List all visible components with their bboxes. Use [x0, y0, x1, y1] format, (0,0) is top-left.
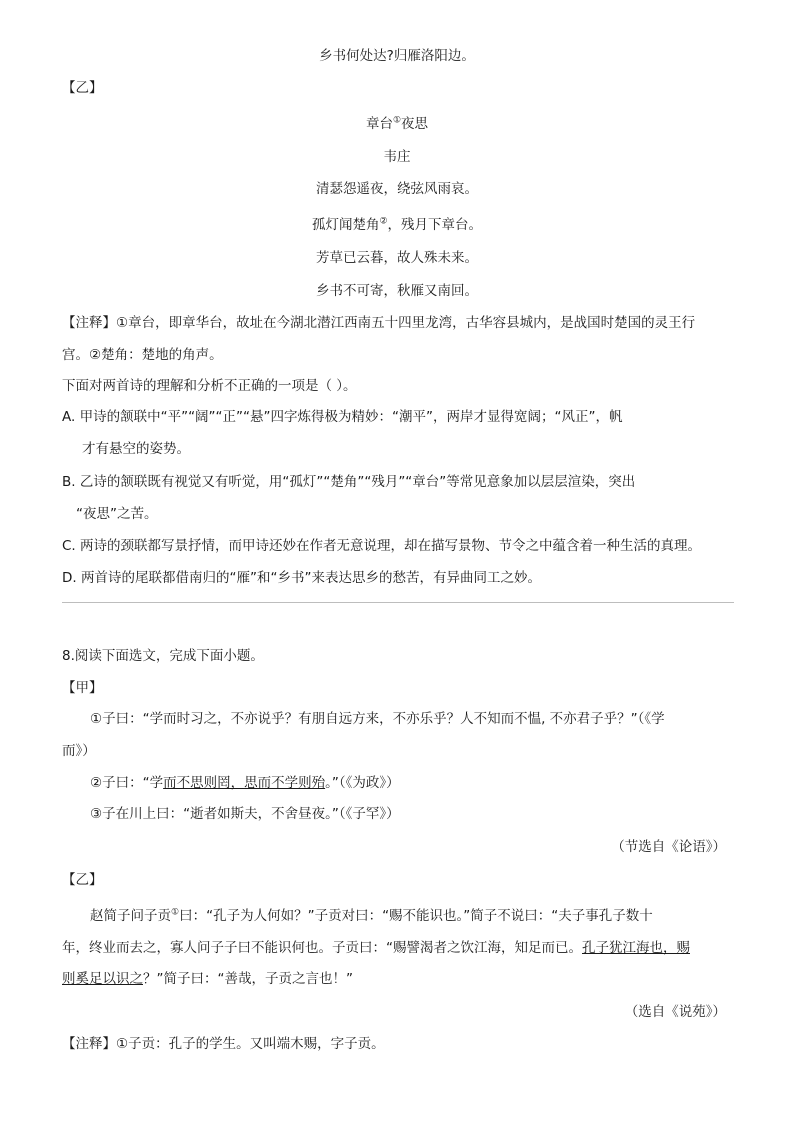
poem-b-title-part2: 夜思: [401, 116, 429, 132]
analects-quote2-prefix: ②子曰：“学: [90, 775, 164, 791]
footnote-marker: ①: [171, 907, 180, 918]
analects-quote1-line2: 而》）: [62, 743, 96, 759]
option-a-line1: A. 甲诗的颔联中“平”“阔”“正”“悬”四字炼得极为精妙：“潮平”，两岸才显得宽阔；“风正”，帆: [62, 409, 623, 425]
shuoyuan-line2: [62, 938, 690, 958]
question8-heading: 8.阅读下面选文，完成下面小题。: [62, 648, 264, 664]
poem-b-notes-line2: 宫。②楚角：楚地的角声。: [62, 347, 223, 363]
footnote-marker: ①: [392, 115, 402, 126]
poem-b-title: [0, 114, 794, 134]
poem-b-notes-line1: 【注释】①章台，即章华台，故址在今湖北潜江西南五十四里龙湾，古华容县城内，是战国时楚国的灵王行: [62, 315, 696, 331]
shuoyuan-notes: 【注释】①子贡：孔子的学生。又叫端木赐，字子贡。: [62, 1036, 385, 1052]
section-label-jia: 【甲】: [62, 680, 103, 696]
shuoyuan-line1-part2: 曰：“孔子为人何如？”子贡对曰：“赐不能识也。”简子不说曰：“夫子事孔子数十: [179, 908, 653, 924]
poem-b-line2: [0, 215, 794, 235]
analects-quote2-suffix: 。”（《为政》）: [325, 775, 400, 791]
option-a-line2: 才有悬空的姿势。: [82, 441, 190, 457]
poem-b-line2-part2: ，残月下章台。: [387, 217, 483, 233]
poem-b-line3: 芳草已云暮，故人殊未来。: [316, 250, 478, 266]
analects-quote2: [90, 773, 400, 793]
option-d: D. 两首诗的尾联都借南归的“雁”和“乡书”来表达思乡的愁苦，有异曲同工之妙。: [62, 570, 541, 586]
shuoyuan-line1: [90, 906, 653, 926]
option-c: C. 两诗的颈联都写景抒情，而甲诗还妙在作者无意说理，却在描写景物、节令之中蕴含着一种生活的真理。: [62, 538, 702, 554]
poem-b-line1: 清瑟怨遥夜，绕弦风雨哀。: [316, 181, 478, 197]
poem-a-last-line: 乡书何处达?归雁洛阳边。: [319, 48, 475, 64]
section-label-yi: 【乙】: [62, 80, 103, 96]
question-divider: [62, 602, 734, 603]
shuoyuan-line3-underlined: 则奚足以识之: [62, 971, 143, 987]
option-b-line1: B. 乙诗的颔联既有视觉又有听觉，用“孤灯”“楚角”“残月”“章台”等常见意象加以层层渲染，突出: [62, 474, 636, 490]
analects-quote2-underlined: 而不思则罔，思而不学则殆: [163, 775, 326, 791]
source-jia: （节选自《论语》）: [611, 839, 726, 855]
shuoyuan-line2-prefix: 年，终业而去之，寡人问子子曰不能识何也。子贡曰：“赐譬渴者之饮江海，知足而已。: [62, 940, 582, 956]
poem-b-line4: 乡书不可寄，秋雁又南回。: [316, 283, 478, 299]
option-b-line2: “夜思”之苦。: [76, 506, 158, 522]
shuoyuan-line1-part1: 赵简子问子贡: [90, 908, 171, 924]
shuoyuan-line2-underlined: 孔子犹江海也，赐: [582, 940, 690, 956]
poem-b-author: 韦庄: [383, 149, 411, 165]
analects-quote3: ③子在川上曰：“逝者如斯夫，不舍昼夜。”（《子罕》）: [90, 806, 400, 822]
poem-b-line2-part1: 孤灯闻楚角: [311, 217, 380, 233]
question7-stem: 下面对两首诗的理解和分析不正确的一项是（ ）。: [62, 378, 357, 394]
source-yi: （选自《说苑》）: [624, 1004, 726, 1020]
shuoyuan-line3-suffix: ？”简子曰：“善哉，子贡之言也！”: [143, 971, 353, 987]
shuoyuan-line3: [62, 969, 353, 989]
analects-quote1-line1: ①子曰：“学而时习之，不亦说乎？有朋自远方来，不亦乐乎？人不知而不愠, 不亦君子乎？”（《学: [90, 711, 665, 727]
footnote-marker: ②: [379, 216, 388, 227]
section-label-yi-2: 【乙】: [62, 872, 103, 888]
poem-b-title-part1: 章台: [365, 116, 393, 132]
